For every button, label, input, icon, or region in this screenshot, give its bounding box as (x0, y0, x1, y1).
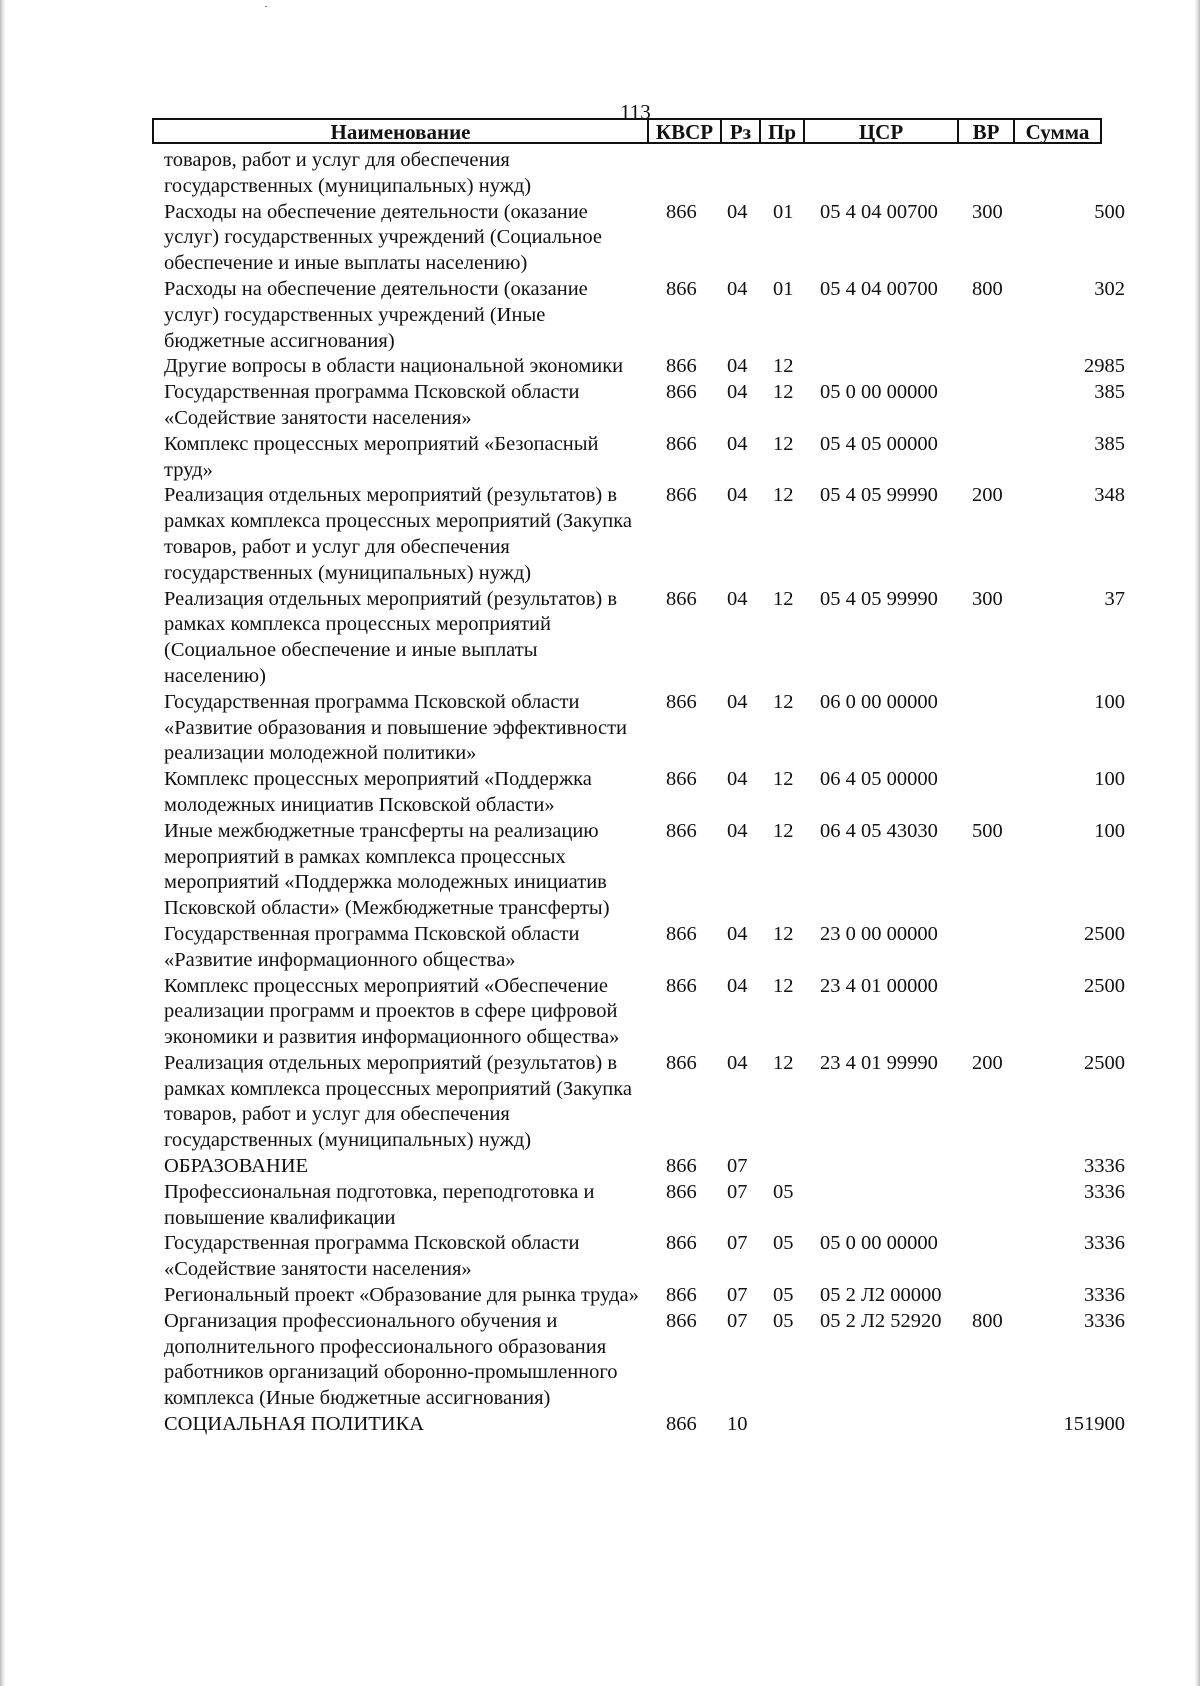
row-name: Государственная программа Псковской области «Развитие информационного общества» (164, 922, 580, 971)
row-pr: 05 (773, 1284, 794, 1307)
row-kvsr: 866 (666, 819, 697, 842)
row-sum: 2500 (1084, 974, 1125, 997)
table-row (0, 1154, 1200, 1180)
row-sum: 385 (1094, 381, 1125, 404)
row-pr: 12 (773, 1051, 794, 1074)
row-pr: 05 (773, 1232, 794, 1255)
row-kvsr: 866 (666, 768, 697, 791)
row-rz: 07 (727, 1284, 748, 1307)
row-pr: 05 (773, 1309, 794, 1332)
table-row (0, 922, 1200, 974)
row-rz: 04 (727, 381, 748, 404)
table-row (0, 1309, 1200, 1412)
row-csr: 23 4 01 00000 (820, 974, 938, 997)
row-kvsr: 866 (666, 974, 697, 997)
table-row (0, 277, 1200, 354)
table-row (0, 354, 1200, 380)
row-kvsr: 866 (666, 587, 697, 610)
row-sum: 3336 (1084, 1309, 1125, 1332)
row-kvsr: 866 (666, 690, 697, 713)
table-row (0, 1180, 1200, 1232)
row-rz: 04 (727, 355, 748, 378)
row-kvsr: 866 (666, 1051, 697, 1074)
row-sum: 100 (1094, 819, 1125, 842)
row-name: Комплекс процессных мероприятий «Безопасный труд» (164, 432, 599, 481)
row-pr: 12 (773, 690, 794, 713)
row-csr: 23 0 00 00000 (820, 922, 938, 945)
row-csr: 05 0 00 00000 (820, 381, 938, 404)
row-csr: 05 2 Л2 00000 (820, 1284, 942, 1307)
header-vr: ВР (959, 120, 1015, 142)
row-name: Государственная программа Псковской области «Содействие занятости населения» (164, 381, 580, 429)
row-name: Региональный проект «Образование для рынка труда» (164, 1284, 639, 1307)
row-name: Расходы на обеспечение деятельности (оказание услуг) государственных учреждений (Иные бюджетные ассигнования) (164, 277, 588, 352)
row-kvsr: 866 (666, 200, 697, 223)
row-rz: 04 (727, 819, 748, 842)
row-pr: 01 (773, 277, 794, 300)
row-rz: 07 (727, 1232, 748, 1255)
row-vr: 200 (972, 484, 1003, 507)
table-header (152, 118, 1102, 144)
row-rz: 10 (727, 1413, 748, 1436)
row-kvsr: 866 (666, 1180, 697, 1203)
table-row (0, 1051, 1200, 1154)
scan-speck (265, 6, 267, 7)
row-rz: 04 (727, 690, 748, 713)
row-pr: 12 (773, 587, 794, 610)
row-name: Иные межбюджетные трансферты на реализацию мероприятий в рамках комплекса процессных мероприятий «Поддержка молодежных инициатив Псковской области» (Межбюджетные трансферты) (164, 819, 610, 920)
row-sum: 3336 (1084, 1232, 1125, 1255)
row-rz: 04 (727, 1051, 748, 1074)
row-sum: 500 (1094, 200, 1125, 223)
row-csr: 05 4 04 00700 (820, 277, 938, 300)
row-kvsr: 866 (666, 355, 697, 378)
row-sum: 37 (1104, 587, 1125, 610)
row-pr: 12 (773, 381, 794, 404)
row-csr: 23 4 01 99990 (820, 1051, 938, 1074)
table-row (0, 1231, 1200, 1283)
row-name: СОЦИАЛЬНАЯ ПОЛИТИКА (164, 1413, 425, 1436)
row-vr: 800 (972, 1309, 1003, 1332)
row-rz: 04 (727, 432, 748, 455)
row-name: Реализация отдельных мероприятий (результатов) в рамках комплекса процессных мероприятий (Закупка товаров, работ и услуг для обеспечения государственных (муниципальных) нужд) (164, 1051, 632, 1152)
row-sum: 3336 (1084, 1180, 1125, 1203)
row-kvsr: 866 (666, 432, 697, 455)
row-csr: 05 4 04 00700 (820, 200, 938, 223)
row-rz: 04 (727, 587, 748, 610)
row-kvsr: 866 (666, 1309, 697, 1332)
row-csr: 06 4 05 43030 (820, 819, 938, 842)
header-name: Наименование (154, 120, 649, 142)
table-row (0, 587, 1200, 690)
row-vr: 300 (972, 587, 1003, 610)
row-name: Реализация отдельных мероприятий (результатов) в рамках комплекса процессных мероприятий (Закупка товаров, работ и услуг для обеспечения государственных (муниципальных) нужд) (164, 484, 632, 584)
table-row (0, 432, 1200, 484)
header-kvsr: КВСР (649, 120, 722, 142)
row-vr: 800 (972, 277, 1003, 300)
row-sum: 100 (1094, 690, 1125, 713)
table-row (0, 380, 1200, 432)
row-rz: 04 (727, 922, 748, 945)
header-csr: ЦСР (805, 120, 959, 142)
row-name: Государственная программа Псковской области «Развитие образования и повышение эффективности реализации молодежной политики» (164, 690, 628, 765)
row-kvsr: 866 (666, 381, 697, 404)
row-name: Расходы на обеспечение деятельности (оказание услуг) государственных учреждений (Социальное обеспечение и иные выплаты населению) (164, 200, 602, 275)
table-row (0, 819, 1200, 922)
row-sum: 348 (1094, 484, 1125, 507)
row-pr: 12 (773, 768, 794, 791)
row-pr: 12 (773, 432, 794, 455)
row-csr: 05 0 00 00000 (820, 1232, 938, 1255)
row-name: ОБРАЗОВАНИЕ (164, 1155, 309, 1178)
row-rz: 04 (727, 484, 748, 507)
row-kvsr: 866 (666, 922, 697, 945)
row-sum: 2500 (1084, 1051, 1125, 1074)
row-sum: 3336 (1084, 1155, 1125, 1178)
row-kvsr: 866 (666, 277, 697, 300)
row-name: Профессиональная подготовка, переподготовка и повышение квалификации (164, 1180, 595, 1229)
row-rz: 07 (727, 1155, 748, 1178)
row-rz: 04 (727, 768, 748, 791)
header-pr: Пр (761, 120, 805, 142)
row-rz: 04 (727, 974, 748, 997)
row-pr: 05 (773, 1180, 794, 1203)
header-sum: Сумма (1025, 120, 1090, 144)
row-sum: 100 (1094, 768, 1125, 791)
row-vr: 500 (972, 819, 1003, 842)
header-rz: Рз (722, 120, 761, 142)
row-pr: 12 (773, 974, 794, 997)
row-kvsr: 866 (666, 484, 697, 507)
table-row (0, 767, 1200, 819)
table-row (0, 483, 1200, 586)
row-csr: 06 4 05 00000 (820, 768, 938, 791)
row-name: Реализация отдельных мероприятий (результатов) в рамках комплекса процессных мероприятий (Социальное обеспечение и иные выплаты населению) (164, 587, 618, 687)
row-name: Комплекс процессных мероприятий «Обеспечение реализации программ и проектов в сфере цифровой экономики и развития информационного общества» (164, 974, 620, 1049)
row-sum: 2985 (1084, 355, 1125, 378)
row-rz: 07 (727, 1309, 748, 1332)
page-number: 113 (620, 100, 651, 124)
row-csr: 05 4 05 00000 (820, 432, 938, 455)
row-sum: 151900 (1063, 1413, 1125, 1436)
row-vr: 200 (972, 1051, 1003, 1074)
row-rz: 04 (727, 200, 748, 223)
row-pr: 12 (773, 819, 794, 842)
row-csr: 05 2 Л2 52920 (820, 1309, 942, 1332)
row-name: Государственная программа Псковской области «Содействие занятости населения» (164, 1232, 580, 1281)
row-pr: 12 (773, 922, 794, 945)
table-row (0, 1283, 1200, 1309)
row-kvsr: 866 (666, 1413, 697, 1436)
row-vr: 300 (972, 200, 1003, 223)
table-row (0, 690, 1200, 767)
table-row (0, 200, 1200, 277)
row-pr: 01 (773, 200, 794, 223)
row-kvsr: 866 (666, 1232, 697, 1255)
table-row (0, 1412, 1200, 1438)
table-body (0, 148, 1200, 1438)
row-name: Организация профессионального обучения и дополнительного профессионального образования работников организаций оборонно-промышленного комплекса (Иные бюджетные ассигнования) (164, 1309, 618, 1410)
row-csr: 05 4 05 99990 (820, 587, 938, 610)
row-rz: 04 (727, 277, 748, 300)
table-row (0, 974, 1200, 1051)
row-name: Комплекс процессных мероприятий «Поддержка молодежных инициатив Псковской области» (164, 768, 592, 816)
row-sum: 2500 (1084, 922, 1125, 945)
row-sum: 385 (1094, 432, 1125, 455)
row-sum: 302 (1094, 277, 1125, 300)
row-sum: 3336 (1084, 1284, 1125, 1307)
row-pr: 12 (773, 484, 794, 507)
row-name: товаров, работ и услуг для обеспечения государственных (муниципальных) нужд) (164, 149, 532, 197)
row-csr: 06 0 00 00000 (820, 690, 938, 713)
row-name: Другие вопросы в области национальной экономики (164, 355, 624, 378)
table-row (0, 148, 1200, 200)
row-kvsr: 866 (666, 1284, 697, 1307)
row-pr: 12 (773, 355, 794, 378)
row-kvsr: 866 (666, 1155, 697, 1178)
row-csr: 05 4 05 99990 (820, 484, 938, 507)
row-rz: 07 (727, 1180, 748, 1203)
